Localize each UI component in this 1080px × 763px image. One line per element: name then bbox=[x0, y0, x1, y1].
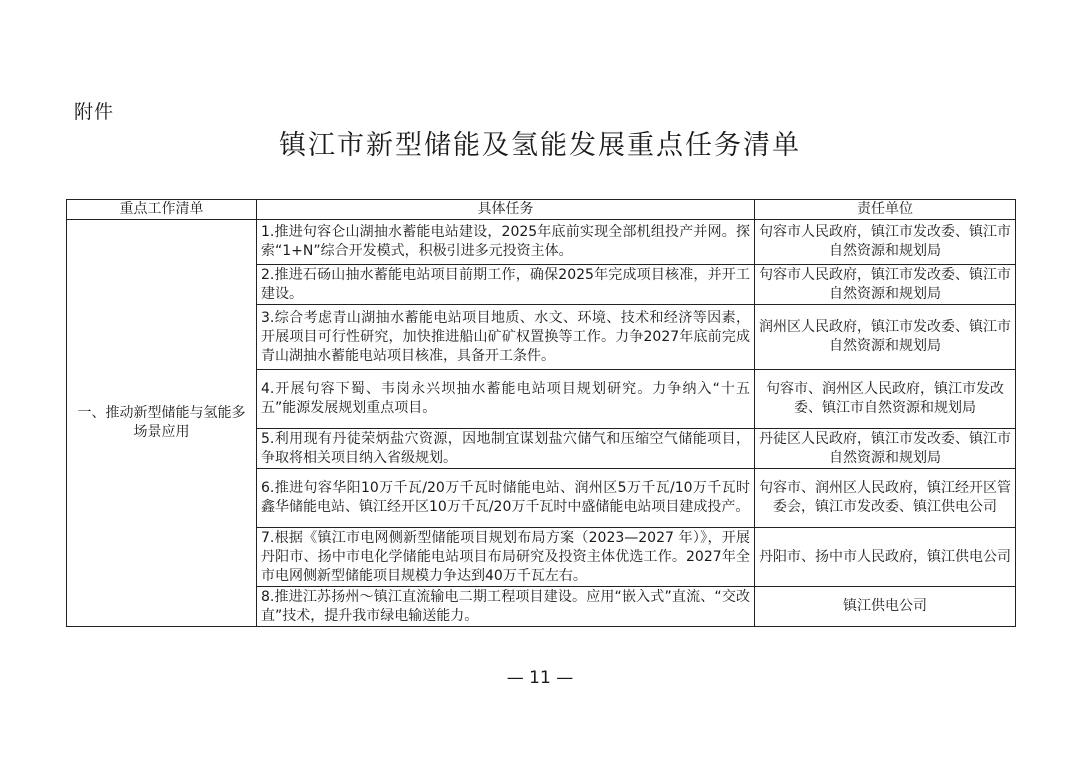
task-cell: 1.推进句容仑山湖抽水蓄能电站建设，2025年底前实现全部机组投产并网。探索“1+N”综合开发模式，积极引进多元投资主体。 bbox=[257, 220, 755, 265]
header-specific-tasks: 具体任务 bbox=[257, 200, 755, 220]
header-key-work: 重点工作清单 bbox=[67, 200, 257, 220]
task-table bbox=[66, 199, 1016, 627]
unit-cell: 句容市、润州区人民政府，镇江经开区管委会，镇江市发改委、镇江供电公司 bbox=[755, 469, 1016, 528]
unit-cell: 丹阳市、扬中市人民政府，镇江供电公司 bbox=[755, 528, 1016, 587]
table-header-row bbox=[67, 200, 1016, 220]
task-cell: 2.推进石砀山抽水蓄能电站项目前期工作，确保2025年完成项目核准，并开工建设。 bbox=[257, 265, 755, 305]
unit-cell: 镇江供电公司 bbox=[755, 587, 1016, 627]
task-cell: 6.推进句容华阳10万千瓦/20万千瓦时储能电站、润州区5万千瓦/10万千瓦时鑫华储能电站、镇江经开区10万千瓦/20万千瓦时中盛储能电站项目建成投产。 bbox=[257, 469, 755, 528]
document-title: 镇江市新型储能及氢能发展重点任务清单 bbox=[279, 130, 801, 161]
page-number: — 11 — bbox=[506, 668, 574, 688]
unit-cell: 句容市人民政府，镇江市发改委、镇江市自然资源和规划局 bbox=[755, 265, 1016, 305]
task-cell: 4.开展句容下蜀、韦岗永兴坝抽水蓄能电站项目规划研究。力争纳入“十五五”能源发展规划重点项目。 bbox=[257, 370, 755, 429]
unit-cell: 润州区人民政府，镇江市发改委、镇江市自然资源和规划局 bbox=[755, 305, 1016, 370]
table-row bbox=[67, 220, 1016, 265]
unit-cell: 丹徒区人民政府，镇江市发改委、镇江市自然资源和规划局 bbox=[755, 429, 1016, 469]
unit-cell: 句容市、润州区人民政府，镇江市发改委、镇江市自然资源和规划局 bbox=[755, 370, 1016, 429]
annex-label: 附件 bbox=[74, 101, 115, 123]
task-cell: 3.综合考虑青山湖抽水蓄能电站项目地质、水文、环境、技术和经济等因素，开展项目可行性研究，加快推进船山矿矿权置换等工作。力争2027年底前完成青山湖抽水蓄能电站项目核准，具备开工条件。 bbox=[257, 305, 755, 370]
task-cell: 5.利用现有丹徒荣炳盐穴资源，因地制宜谋划盐穴储气和压缩空气储能项目，争取将相关项目纳入省级规划。 bbox=[257, 429, 755, 469]
task-cell: 7.根据《镇江市电网侧新型储能项目规划布局方案（2023—2027 年）》，开展丹阳市、扬中市电化学储能电站项目布局研究及投资主体优选工作。2027年全市电网侧新型储能项目规模力争达到40万千瓦左右。 bbox=[257, 528, 755, 587]
header-responsible-unit: 责任单位 bbox=[755, 200, 1016, 220]
task-cell: 8.推进江苏扬州～镇江直流输电二期工程项目建设。应用“嵌入式”直流、“交改直”技术，提升我市绿电输送能力。 bbox=[257, 587, 755, 627]
unit-cell: 句容市人民政府，镇江市发改委、镇江市自然资源和规划局 bbox=[755, 220, 1016, 265]
category-cell: 一、推动新型储能与氢能多场景应用 bbox=[67, 220, 257, 627]
